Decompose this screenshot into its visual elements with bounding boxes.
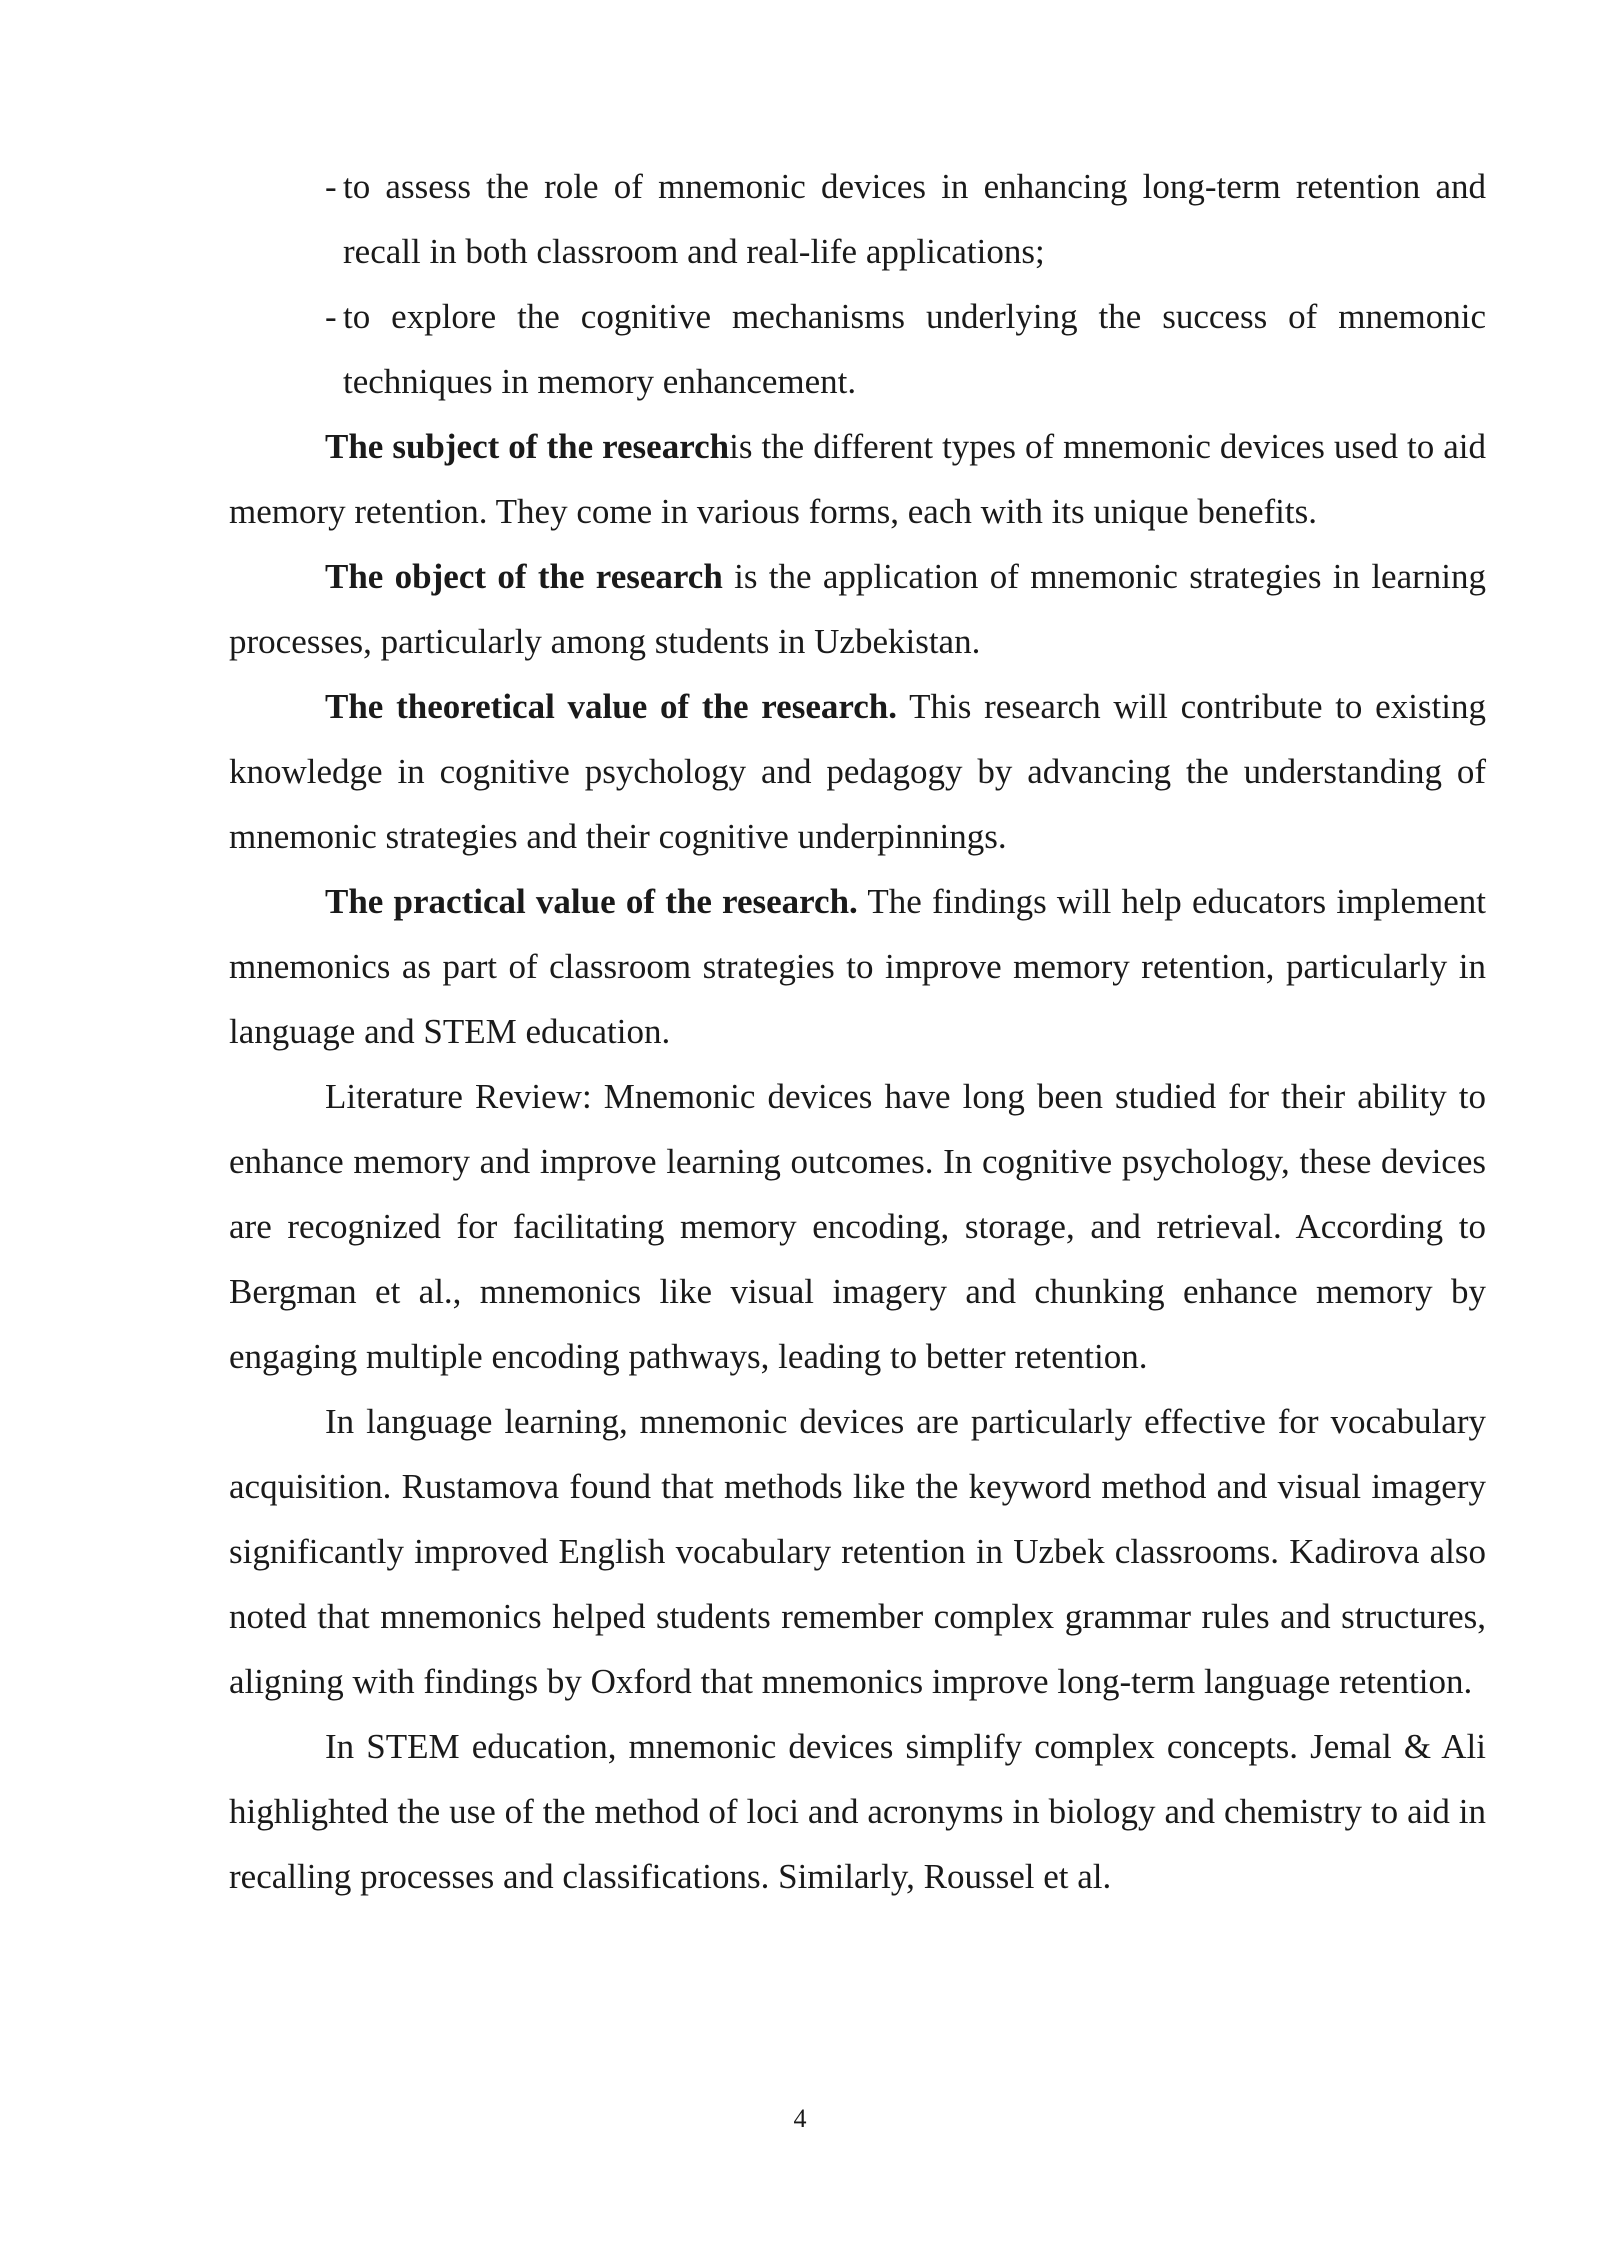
objectives-list: [229, 154, 1486, 414]
paragraph-literature-review: [229, 1064, 1486, 1389]
paragraph-subject: [229, 414, 1486, 544]
paragraph-text: This research will contribute to existing knowledge in cognitive psychology and pedagogy by advancing the understanding of mnemonic strategies and their cognitive underpinnings.: [229, 687, 1486, 856]
paragraph-practical-value: [229, 869, 1486, 1064]
paragraph-text: In STEM education, mnemonic devices simplify complex concepts. Jemal & Ali highlighted the use of the method of loci and acronyms in biology and chemistry to aid in recalling processes and classifications. Similarly, Roussel et al.: [229, 1727, 1486, 1896]
page-body: [229, 154, 1486, 1909]
paragraph-heading: The practical value of the research.: [325, 882, 858, 921]
paragraph-heading: The subject of the research: [325, 427, 730, 466]
paragraph-text: is the application of mnemonic strategies in learning processes, particularly among students in Uzbekistan.: [229, 557, 1486, 661]
paragraph-theoretical-value: [229, 674, 1486, 869]
paragraph-text: Literature Review: Mnemonic devices have long been studied for their ability to enhance memory and improve learning outcomes. In cognitive psychology, these devices are recognized for facilitating memory encoding, storage, and retrieval. According to Bergman et al., mnemonics like visual imagery and chunking enhance memory by engaging multiple encoding pathways, leading to better retention.: [229, 1077, 1486, 1376]
paragraph-object: [229, 544, 1486, 674]
paragraph-heading: The object of the research: [325, 557, 723, 596]
paragraph-text: The findings will help educators implement mnemonics as part of classroom strategies to improve memory retention, particularly in language and STEM education.: [229, 882, 1486, 1051]
bullet-marker: -: [325, 167, 337, 206]
list-item-text: to assess the role of mnemonic devices in enhancing long-term retention and recall in both classroom and real-life applications;: [343, 167, 1486, 271]
list-item: [229, 154, 1486, 284]
page-number: 4: [793, 2104, 807, 2133]
list-item-text: to explore the cognitive mechanisms underlying the success of mnemonic techniques in memory enhancement.: [343, 297, 1486, 401]
paragraph-text: is the different types of mnemonic devices used to aid memory retention. They come in various forms, each with its unique benefits.: [229, 427, 1486, 531]
bullet-marker: -: [325, 297, 337, 336]
paragraph-heading: The theoretical value of the research.: [325, 687, 898, 726]
paragraph-stem-education: [229, 1714, 1486, 1909]
paragraph-language-learning: [229, 1389, 1486, 1714]
paragraph-text: In language learning, mnemonic devices are particularly effective for vocabulary acquisition. Rustamova found that methods like the keyword method and visual imagery significantly improved English vocabulary retention in Uzbek classrooms. Kadirova also noted that mnemonics helped students remember complex grammar rules and structures, aligning with findings by Oxford that mnemonics improve long-term language retention.: [229, 1402, 1486, 1701]
list-item: [229, 284, 1486, 414]
